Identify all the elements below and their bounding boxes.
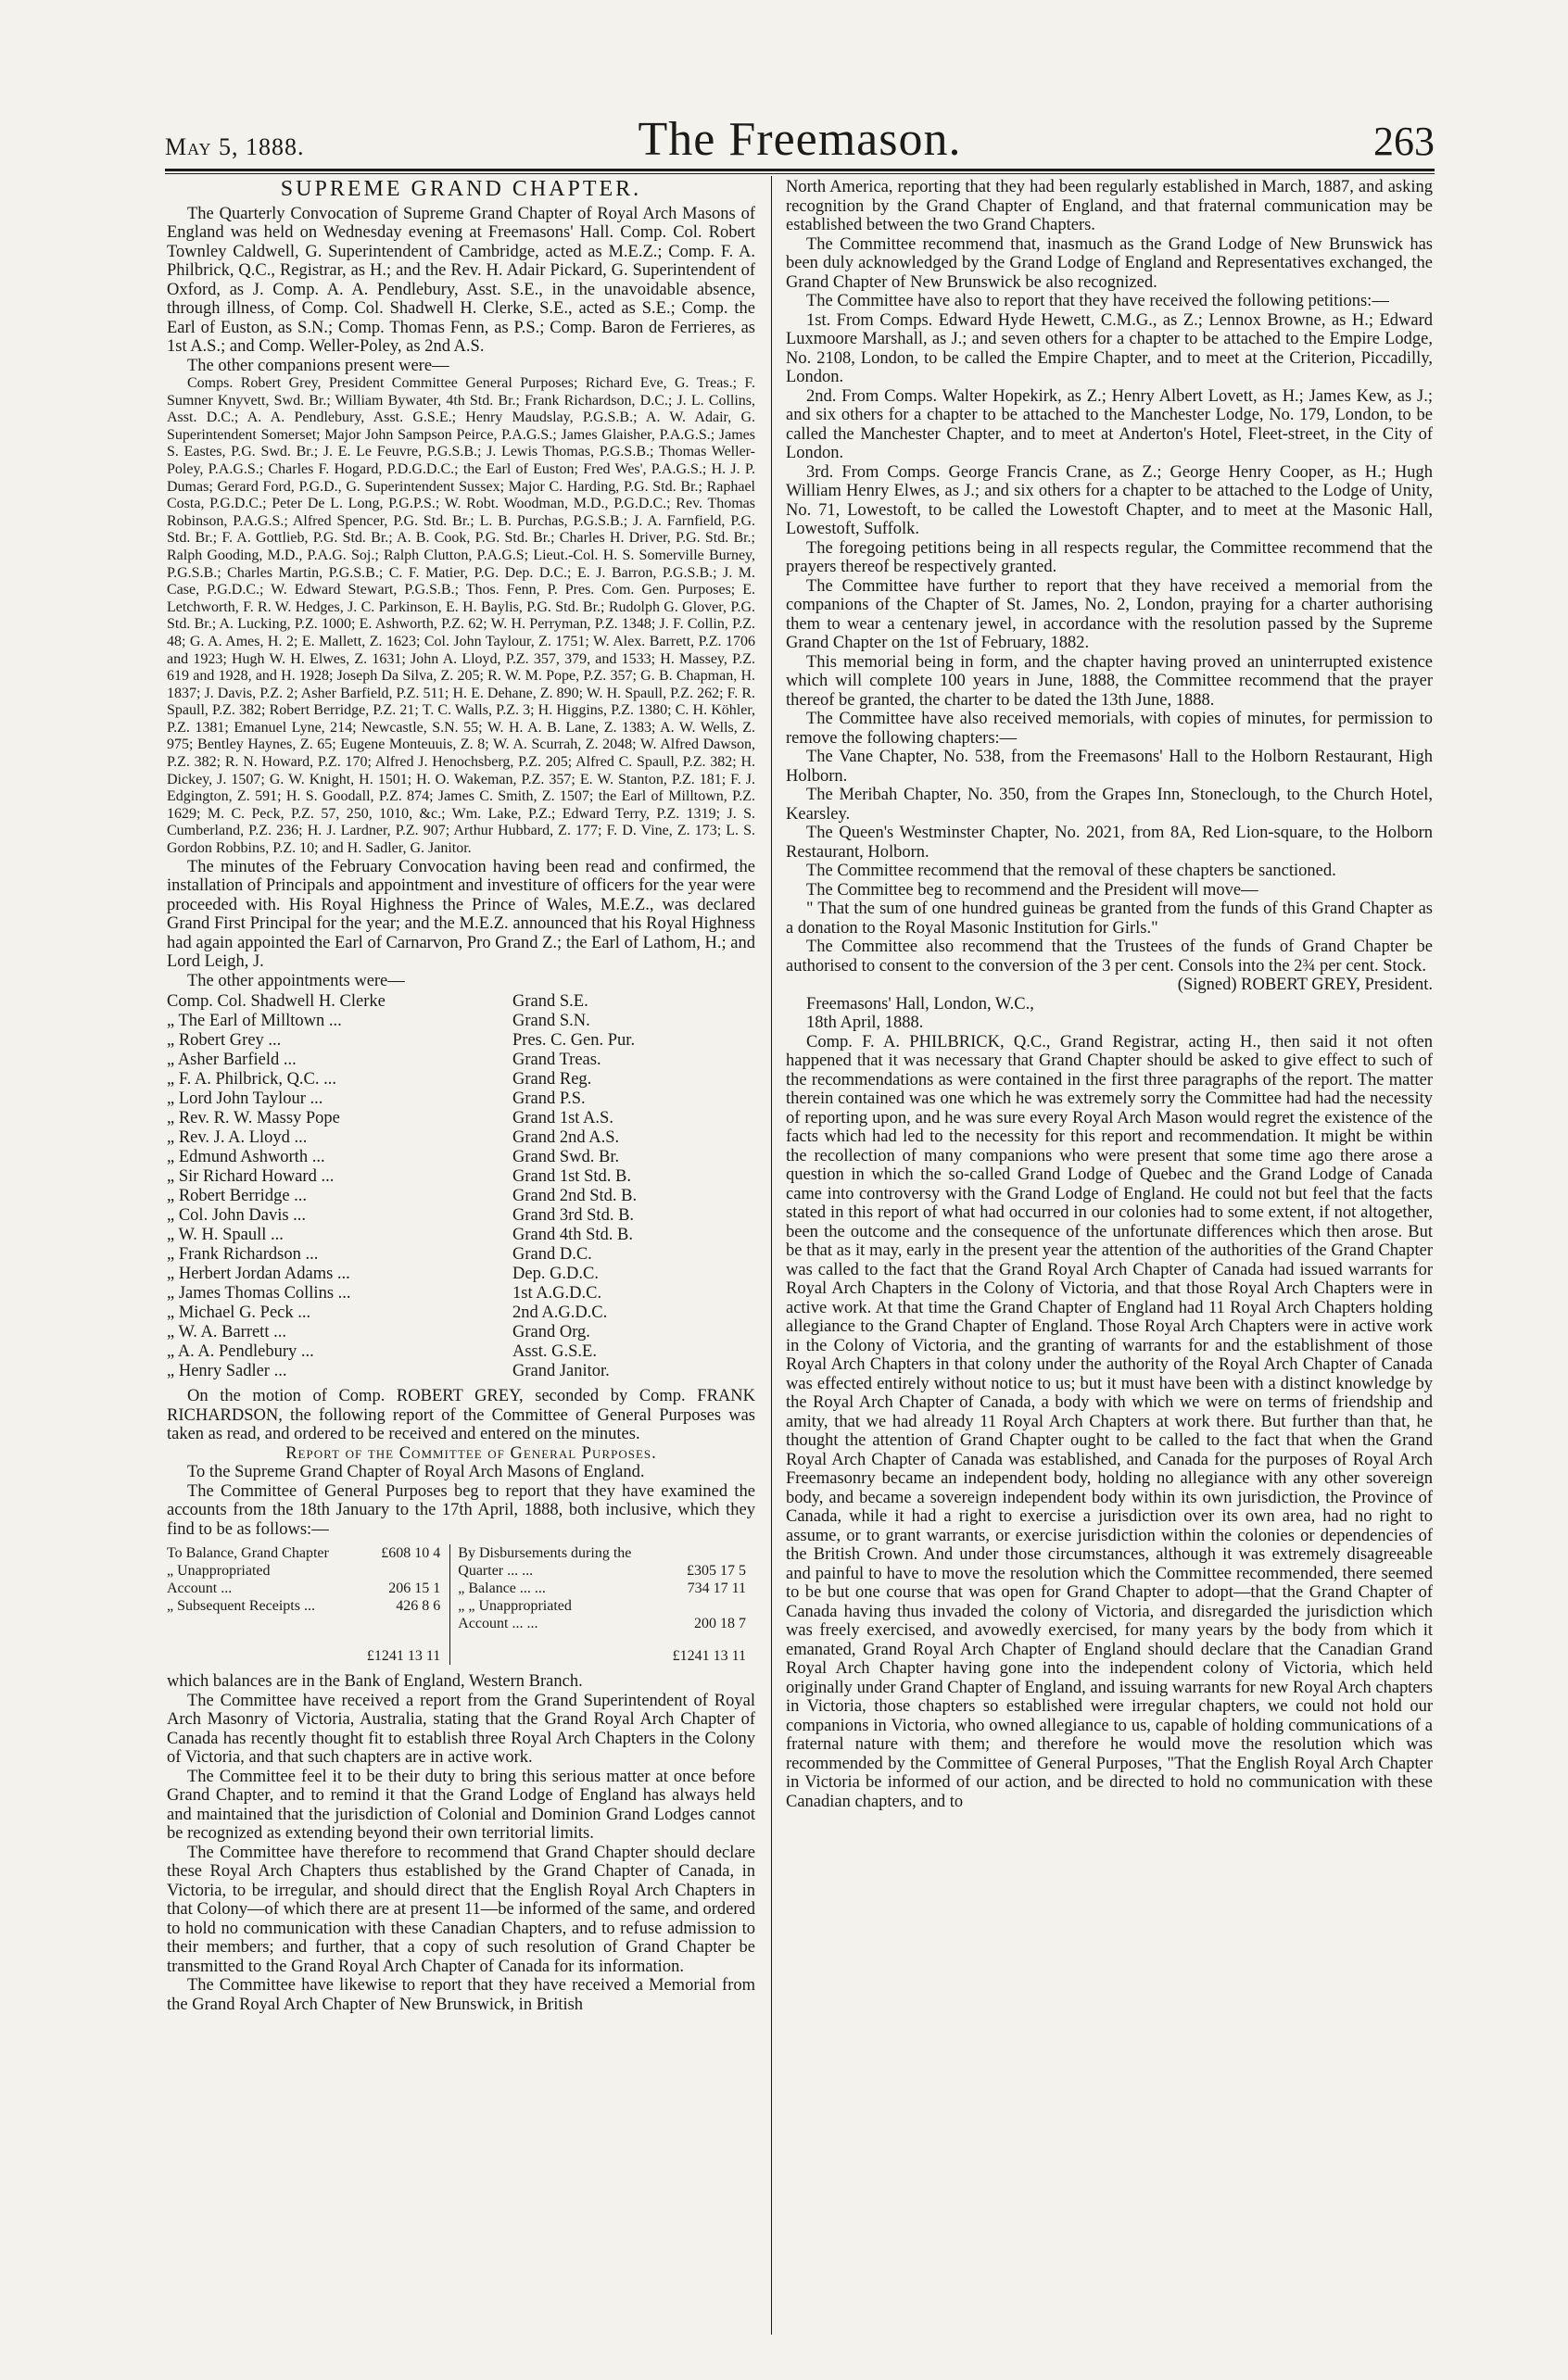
removal-meribah: The Meribah Chapter, No. 350, from the Grapes Inn, Stoneclough, to the Church Hotel, Kearsley. [786, 786, 1433, 824]
debit-amount: £608 10 4 [381, 1545, 441, 1562]
header-rule-thin [165, 173, 1435, 174]
paragraph-consols: The Committee also recommend that the Trustees of the funds of Grand Chapter be authorised to consent to the conversion of the 3 per cent. Consols into the 2¾ per cent. Stock. [786, 938, 1433, 976]
appointee-name: „ Col. John Davis ... [167, 1206, 307, 1226]
accounts-row [167, 1597, 755, 1615]
removal-vane: The Vane Chapter, No. 538, from the Freemasons' Hall to the Holborn Restaurant, High Holborn. [786, 748, 1433, 786]
signature-line: (Signed) ROBERT GREY, President. [1177, 976, 1433, 994]
appointment-row [167, 1070, 755, 1089]
appointment-row [167, 1089, 755, 1109]
header-rule-thick [165, 169, 1435, 171]
credit-label: By Disbursements during the [450, 1544, 660, 1562]
appointee-name: „ Asher Barfield ... [167, 1051, 297, 1070]
debit-amount [354, 1562, 450, 1580]
accounts-table [167, 1544, 755, 1665]
appointment-row [167, 1187, 755, 1206]
appointee-office: Grand 3rd Std. B. [512, 1206, 635, 1226]
petition-first: 1st. From Comps. Edward Hyde Hewett, C.M.G., as Z.; Lennox Browne, as H.; Edward Luxmoore Marshall, as J.; and seven others for a chapter to be attached to the Empire Lodge, No. 2108, London, to be called the Empire Chapter, and to meet at the Criterion, Piccadilly, London. [786, 310, 1433, 386]
appointment-row [167, 1031, 755, 1051]
appointment-row [167, 1226, 755, 1245]
appointee-name: „ Robert Berridge ... [167, 1187, 308, 1206]
appointee-name: „ James Thomas Collins ... [167, 1284, 351, 1303]
appointee-name: „ Lord John Taylour ... [167, 1089, 323, 1109]
credit-label: Account ... ... [450, 1615, 660, 1632]
paragraph-convocation: The Quarterly Convocation of Supreme Grand Chapter of Royal Arch Masons of England was held on Wednesday evening at Freemasons' Hall. Comp. Col. Robert Townley Caldwell, G. Superintendent of Cambridge, acted as M.E.Z.; Comp. F. A. Philbrick, Q.C., Registrar, as H.; and the Rev. H. Adair Pickard, G. Superintendent of Oxford, as J. Comp. A. A. Pendlebury, Asst. S.E., in the unavoidable absence, through illness, of Comp. Col. Shadwell H. Clerke, S.E., acted as S.E.; Comp. the Earl of Euston, as S.N.; Comp. Thomas Fenn, as P.S.; Comp. Baron de Ferrieres, as 1st A.S.; and Comp. Weller-Poley, as 2nd A.S. [167, 204, 755, 356]
paragraph-recognition: The Committee recommend that, inasmuch as the Grand Lodge of New Brunswick has been duly acknowledged by the Grand Lodge of England and Representatives exchanged, the Grand Chapter of New Brunswick be also recognized. [786, 234, 1433, 292]
masthead-title: The Freemason. [638, 113, 962, 166]
appointment-row [167, 1051, 755, 1070]
donation-resolution: " That the sum of one hundred guineas be granted from the funds of this Grand Chapter as a donation to the Royal Masonic Institution for Girls." [786, 900, 1433, 938]
appointee-office: Dep. G.D.C. [512, 1265, 600, 1284]
appointee-office: Grand S.E. [512, 992, 588, 1012]
paragraph-philbrick-speech: Comp. F. A. PHILBRICK, Q.C., Grand Registrar, acting H., then said it not often happened that it was necessary that Grand Chapter should be asked to give effect to such of the recommendations as were contained in the first three paragraphs of the report. The matter therein contained was one which he was extremely sorry the Committee had had the necessity of reporting upon, and he was sure every Royal Arch Mason would regret the existence of the facts which had led to the necessity for this report and recommendation. It might be within the recollection of many companions who were present that some time ago there arose a question in which the so-called Grand Lodge of Quebec and the Grand Lodge of Canada came into controversy with the Grand Lodge of England. He could not but feel that the facts stated in this report of what had occurred in our colonies had to some extent, if not altogether, been the outcome and the consequence of the unfortunate differences which then arose. But be that as it may, early in the present year the attention of the authorities of the Grand Chapter was called to the fact that the Grand Royal Arch Chapter of Canada had issued warrants for Royal Arch Chapters in the Colony of Victoria, and that those Royal Arch Chapters were in active work. At that time the Grand Chapter of England had 11 Royal Arch Chapters holding allegiance to the Grand Chapter of England. Those Royal Arch Chapters were in active work in the Colony of Victoria, and the granting of warrants for and the establishment of those Royal Arch Chapters in that colony under the authority of the Royal Arch Chapter of Canada was effected entirely without notice to us; but it must have been with a distinct knowledge by the Royal Arch Chapter of Canada, a body with which we were on terms of friendship and amity, that we had already 11 Royal Arch Chapters at work there. But further than that, he thought the attention of Grand Chapter ought to be called to the fact that when the Grand Royal Arch Chapter of Canada was established, and Canada for the purposes of Royal Arch Freemasonry became an independent body, holding no allegiance with any other sovereign body, and became a sovereign independent body within its own jurisdiction, the Province of Canada, while it had a right to exercise a jurisdiction over its own area, had no right to assume, or to grant warrants, or exercise jurisdiction within the colonies or dependencies of the British Crown. And under those circumstances, although it was extremely disagreeable and painful to have to move the resolution which the Committee recommended, there seemed to be but one course that was open for Grand Chapter to adopt—that the Grand Chapter of Canada having thus invaded the colony of Victoria, and disregarded the jurisdiction which was freely exercised, and avowedly exercised, for many years by the body from which it emanated, Grand Royal Arch Chapter of England should declare that the Canadian Grand Royal Arch Chapter having gone into the independent colony of Victoria, which held originally under Grand Chapter of England, and issuing warrants for new Royal Arch chapters in Victoria, those chapters so established were irregular chapters, we could not hold our companions in Victoria, who owned allegiance to us, capable of holding communications of a fraternal nature with them; and therefore he would move the resolution which was recommended by the Committee of General Purposes, "That the English Royal Arch Chapter in Victoria be informed of our action, and be directed to hold no communication with these Canadian chapters, and to [786, 1032, 1433, 1811]
appointee-office: Grand Janitor. [512, 1362, 610, 1381]
column-divider [771, 176, 772, 2335]
paragraph-recommendation: The Committee have therefore to recommend that Grand Chapter should declare these Royal Arch Chapters thus established by the Grand Chapter of Canada, in Victoria, to be irregular, and should direct that the English Royal Arch Chapters in that Colony—of which there are at present 11—be informed of the same, and ordered to hold no communication with these Canadian Chapters, and to refuse admission to their members; and further, that a copy of such resolution of Grand Chapter be transmitted to the Grand Royal Arch Chapter of Canada for its information. [167, 1843, 755, 1976]
appointee-office: 1st A.G.D.C. [512, 1284, 602, 1303]
paragraph-petitions-granted: The foregoing petitions being in all respects regular, the Committee recommend that the prayers thereof be respectively granted. [786, 538, 1433, 576]
appointment-row [167, 1284, 755, 1303]
paragraph-accounts-intro: The Committee of General Purposes beg to report that they have examined the accounts from the 18th January to the 17th April, 1888, both inclusive, which they find to be as follows:— [167, 1481, 755, 1539]
appointment-row [167, 1167, 755, 1187]
credit-label: „ Balance ... ... [450, 1580, 660, 1597]
petition-third: 3rd. From Comps. George Francis Crane, as Z.; George Henry Cooper, as H.; Hugh William Henry Elwes, as J.; and six others for a chapter to be attached to the Lodge of Unity, No. 71, Lowestoft, to be called the Lowestoft Chapter, and to meet at the Masonic Hall, Lowestoft, Suffolk. [786, 462, 1433, 538]
appointment-row [167, 1109, 755, 1128]
report-heading: Report of the Committee of General Purposes. [285, 1443, 657, 1463]
paragraph-victoria-report: The Committee have received a report from the Grand Superintendent of Royal Arch Masonry of Victoria, Australia, stating that the Grand Royal Arch Chapter of Canada has recently thought fit to establish three Royal Arch Chapters in the Colony of Victoria, and that such chapters are in active work. [167, 1691, 755, 1768]
accounts-total-row [167, 1632, 755, 1665]
debit-total: £1241 13 11 [366, 1648, 441, 1665]
appointee-office: Grand P.S. [512, 1089, 586, 1109]
debit-label: „ Subsequent Receipts ... [167, 1598, 315, 1615]
debit-amount: 426 8 6 [396, 1598, 441, 1615]
appointee-office: Grand 1st Std. B. [512, 1167, 631, 1187]
debit-label: Account ... [167, 1580, 233, 1597]
appointee-name: „ W. H. Spaull ... [167, 1226, 284, 1245]
appointee-name: „ W. A. Barrett ... [167, 1323, 286, 1342]
credit-label: Quarter ... ... [450, 1562, 660, 1580]
paragraph-petitions-intro: The Committee have also to report that they have received the following petitions:— [806, 292, 1389, 310]
accounts-row [167, 1562, 755, 1580]
debit-label: „ Unappropriated [167, 1563, 271, 1580]
accounts-row [167, 1615, 755, 1632]
credit-label: „ „ Unappropriated [450, 1597, 660, 1615]
appointee-office: Grand Swd. Br. [512, 1148, 620, 1167]
paragraph-motion: On the motion of Comp. ROBERT GREY, seconded by Comp. FRANK RICHARDSON, the following report of the Committee of General Purposes was taken as read, and ordered to be received and entered on the minutes. [167, 1387, 755, 1444]
appointee-name: „ Sir Richard Howard ... [167, 1167, 335, 1187]
paragraph-companions-intro: The other companions present were— [187, 356, 449, 375]
appointee-name: „ Robert Grey ... [167, 1031, 282, 1051]
appointment-row [167, 1245, 755, 1265]
paragraph-centenary: This memorial being in form, and the chapter having proved an uninterrupted existence which will complete 100 years in June, 1888, the Committee recommend that the prayer thereof be granted, the charter to be dated the 13th June, 1888. [786, 652, 1433, 710]
credit-amount [660, 1544, 755, 1562]
accounts-row [167, 1544, 755, 1562]
signature-date: 18th April, 1888. [806, 1014, 924, 1032]
page-number: 263 [1373, 119, 1435, 164]
companions-list: Comps. Robert Grey, President Committee General Purposes; Richard Eve, G. Treas.; F. Sumner Knyvett, Swd. Br.; William Bywater, 4th Std. Br.; Frank Richardson, D.C.; J. L. Collins, Asst. D.C.; A. A. Pendlebury, Asst. G.S.E.; Henry Maudslay, P.G.S.B.; A. W. Adair, G. Superintendent Somerset; Major John Sampson Peirce, P.A.G.S.; James Glaisher, P.A.G.S.; James S. Eastes, P.G. Swd. Br.; J. E. Le Feuvre, P.G.S.B.; J. Lewis Thomas, P.G.S.B.; Thomas Weller-Poley, P.A.G.S.; Charles F. Hogard, P.D.G.D.C.; the Earl of Euston; Fred Wes', P.A.G.S.; H. J. P. Dumas; Gerard Ford, P.G.D., G. Superintendent Sussex; Major C. Harding, P.G. Std. Br.; Raphael Costa, P.G.D.C.; Peter De L. Long, P.G.P.S.; W. Robt. Woodman, M.D., P.G.D.C.; Rev. Thomas Robinson, P.A.G.S.; Alfred Spencer, P.G. Std. Br.; L. B. Purchas, P.G.S.B.; J. A. Farnfield, P.G. Std. Br.; F. A. Gottlieb, P.G. Std. Br.; A. B. Cook, P.G. Std. Br.; Charles H. Driver, P.G. Std. Br.; Ralph Gooding, M.D., P.A.G. Soj.; Ralph Clutton, P.A.G.S; Lieut.-Col. H. S. Somerville Burney, P.G.S.B.; Charles Martin, P.G.S.B.; C. F. Matier, P.G. Dep. D.C.; E. J. Barron, P.G.S.B.; J. M. Case, P.G.D.C.; W. Edward Stewart, P.G.S.B.; Thos. Fenn, P. Pres. Com. Gen. Purposes; E. Letchworth, F. R. W. Hedges, J. C. Parkinson, E. H. Baylis, P.G. Std. Br.; Rudolph G. Glover, P.G. Std. Br.; A. Lucking, P.Z. 1000; E. Ashworth, P.Z. 62; W. H. Perryman, P.Z. 1348; J. F. Collin, P.Z. 48; G. A. Ames, H. 2; E. Mallett, Z. 1623; Col. John Taylour, Z. 1751; W. Alex. Barrett, P.Z. 1706 and 1923; Hugh W. H. Elwes, Z. 1631; John A. Lloyd, P.Z. 357, 379, and 1533; H. Massey, P.Z. 619 and 1928, and H. 1928; Joseph Da Silva, Z. 205; R. W. M. Pope, P.Z. 357; G. B. Chapman, H. 1837; J. Davis, P.Z. 2; Asher Barfield, P.Z. 511; H. E. Dehane, Z. 890; W. H. Spaull, P.Z. 262; F. R. Spaull, P.Z. 382; Robert Berridge, P.Z. 21; T. C. Walls, P.Z. 3; H. Higgins, P.Z. 1380; C. H. Köhler, P.Z. 1381; Emanuel Lyne, 214; Newcastle, S.N. 55; W. H. A. B. Lane, Z. 1383; A. W. Wells, Z. 975; Bentley Haynes, Z. 65; Eugene Monteuuis, Z. 8; W. A. Scurrah, Z. 2048; W. Alfred Dawson, P.Z. 382; R. N. Howard, P.Z. 170; Alfred J. Henochsberg, P.Z. 205; Alfred C. Spaull, P.Z. 382; H. Dickey, J. 1507; G. W. Knight, H. 1501; H. O. Wakeman, P.Z. 357; E. W. Stanton, P.Z. 181; F. J. Edgington, Z. 591; H. S. Goodall, P.Z. 874; James C. Smith, Z. 1507; the Earl of Milltown, P.Z. 1629; M. C. Peck, P.Z. 57, 250, 1010, &c.; Wm. Lake, P.Z.; Edward Terry, P.Z. 1319; J. S. Cumberland, P.Z. 236; H. J. Lardner, P.Z. 907; Arthur Hubbard, Z. 177; F. D. Vine, Z. 173; L. S. Gordon Robbins, P.Z. 10; and H. Sadler, G. Janitor. [167, 375, 755, 857]
appointee-name: Comp. Col. Shadwell H. Clerke [167, 992, 386, 1012]
appointment-row [167, 1265, 755, 1284]
paragraph-st-james: The Committee have further to report that they have received a memorial from the companions of the Chapter of St. James, No. 2, London, praying for a charter authorising them to wear a centenary jewel, in accordance with the resolution passed by the Supreme Grand Chapter on the 1st of February, 1882. [786, 576, 1433, 652]
issue-date: May 5, 1888. [165, 133, 305, 160]
debit-amount: 206 15 1 [388, 1580, 441, 1597]
paragraph-removals-sanctioned: The Committee recommend that the removal of these chapters be sanctioned. [806, 862, 1336, 880]
appointment-row [167, 1342, 755, 1362]
debit-label: To Balance, Grand Chapter [167, 1545, 329, 1562]
debit-amount [354, 1615, 450, 1632]
appointee-name: „ A. A. Pendlebury ... [167, 1342, 314, 1362]
appointment-row [167, 1303, 755, 1323]
paragraph-duty: The Committee feel it to be their duty to bring this serious matter at once before Grand Chapter, and to remind it that the Grand Lodge of England has always held and maintained that the jurisdiction of Colonial and Dominion Grand Lodges cannot be recognized as extending beyond their own territorial limits. [167, 1767, 755, 1844]
appointee-name: „ F. A. Philbrick, Q.C. ... [167, 1070, 337, 1089]
right-column [786, 178, 1433, 1811]
paragraph-new-brunswick: North America, reporting that they had been regularly established in March, 1887, and asking recognition by the Grand Chapter of England, and that fraternal communication may be established between the two Grand Chapters. [786, 178, 1433, 234]
accounts-row [167, 1580, 755, 1597]
credit-amount [660, 1597, 755, 1615]
article-heading: SUPREME GRAND CHAPTER. [280, 177, 642, 201]
appointee-office: Grand 2nd Std. B. [512, 1187, 638, 1206]
appointment-row [167, 992, 755, 1012]
appointee-name: „ Edmund Ashworth ... [167, 1148, 325, 1167]
appointment-row [167, 1012, 755, 1031]
appointee-office: Asst. G.S.E. [512, 1342, 597, 1362]
appointee-office: Pres. C. Gen. Pur. [512, 1031, 636, 1051]
appointee-name: „ Herbert Jordan Adams ... [167, 1265, 350, 1284]
appointee-office: Grand Org. [512, 1323, 590, 1342]
appointment-row [167, 1323, 755, 1342]
appointee-name: „ Henry Sadler ... [167, 1362, 287, 1381]
paragraph-memorial: The Committee have likewise to report that they have received a Memorial from the Grand Royal Arch Chapter of New Brunswick, in British [167, 1976, 755, 2014]
paragraph-removals-intro: The Committee have also received memorials, with copies of minutes, for permission to remove the following chapters:— [786, 710, 1433, 748]
credit-amount: 734 17 11 [687, 1580, 746, 1597]
appointee-office: Grand Reg. [512, 1070, 592, 1089]
appointee-name: „ Frank Richardson ... [167, 1245, 319, 1265]
appointment-row [167, 1362, 755, 1381]
credit-amount: £305 17 5 [687, 1563, 746, 1580]
credit-total: £1241 13 11 [672, 1648, 746, 1665]
appointee-office: Grand Treas. [512, 1051, 601, 1070]
removal-queens-westminster: The Queen's Westminster Chapter, No. 2021, from 8A, Red Lion-square, to the Holborn Restaurant, Holborn. [786, 824, 1433, 862]
page-header [165, 109, 1435, 167]
paragraph-balances: which balances are in the Bank of England, Western Branch. [167, 1672, 583, 1692]
appointee-name: „ The Earl of Milltown ... [167, 1012, 342, 1031]
appointee-office: Grand 1st A.S. [512, 1109, 613, 1128]
appointment-row [167, 1128, 755, 1148]
appointee-name: „ Michael G. Peck ... [167, 1303, 311, 1323]
paragraph-minutes: The minutes of the February Convocation having been read and confirmed, the installation of Principals and appointment and investiture of officers for the year were proceeded with. His Royal Highness the Prince of Wales, M.E.Z., was declared Grand First Principal for the year; and the M.E.Z. announced that his Royal Highness had again appointed the Earl of Carnarvon, Pro Grand Z.; the Earl of Lathom, H.; and Lord Leigh, J. [167, 857, 755, 972]
appointee-office: Grand D.C. [512, 1245, 592, 1265]
appointments-table [167, 992, 755, 1381]
appointee-name: „ Rev. J. A. Lloyd ... [167, 1128, 308, 1148]
credit-amount: 200 18 7 [694, 1616, 746, 1632]
appointment-row [167, 1148, 755, 1167]
debit-label [167, 1615, 354, 1632]
appointee-office: 2nd A.G.D.C. [512, 1303, 608, 1323]
appointee-office: Grand S.N. [512, 1012, 590, 1031]
appointee-office: Grand 4th Std. B. [512, 1226, 634, 1245]
left-column [167, 178, 755, 2014]
paragraph-president-move: The Committee beg to recommend and the President will move— [806, 880, 1258, 900]
petition-second: 2nd. From Comps. Walter Hopekirk, as Z.; Henry Albert Lovett, as H.; James Kew, as J.; and six others for a chapter to be attached to the Manchester Lodge, No. 179, London, to be called the Manchester Chapter, and to meet at Anderton's Hotel, Fleet-street, in the City of London. [786, 386, 1433, 462]
appointee-name: „ Rev. R. W. Massy Pope [167, 1109, 340, 1128]
appointment-row [167, 1206, 755, 1226]
signature-place: Freemasons' Hall, London, W.C., [806, 994, 1034, 1014]
paragraph-appointments-intro: The other appointments were— [187, 971, 405, 990]
paragraph-addressee: To the Supreme Grand Chapter of Royal Arch Masons of England. [187, 1463, 645, 1482]
appointee-office: Grand 2nd A.S. [512, 1128, 620, 1148]
